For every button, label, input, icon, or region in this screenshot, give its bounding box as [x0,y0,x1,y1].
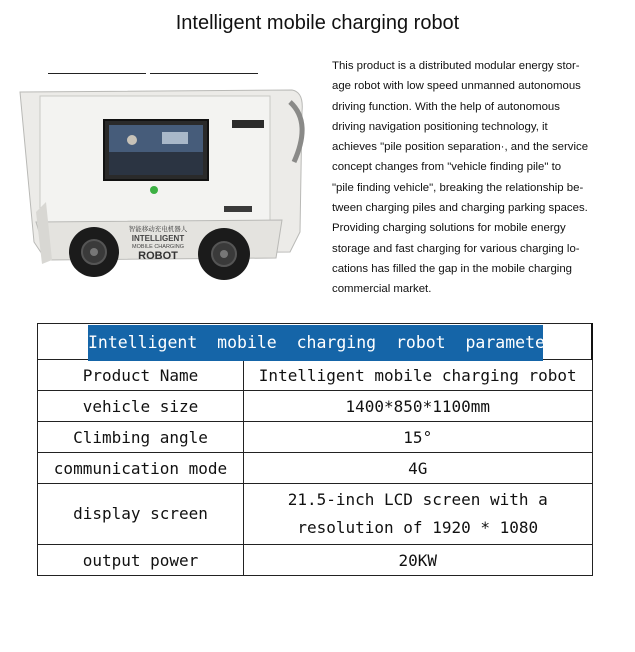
robot-nameplate [232,120,264,128]
param-label: Product Name [38,360,244,391]
robot-side-label-1: INTELLIGENT [131,234,185,243]
description-line: age robot with low speed unmanned autonomous [332,80,581,93]
description-line: Providing charging solutions for mobile energy [332,222,566,235]
description-line: storage and fast charging for various charging lo- [332,242,580,255]
robot-photo [12,82,312,282]
description-line: tween charging piles and charging parking spaces. [332,202,588,215]
param-value: 1400*850*1100mm [244,391,593,422]
table-row [38,453,593,484]
param-label: vehicle size [38,391,244,422]
table-row [38,545,593,576]
description-line: "pile finding vehicle", breaking the relationship be- [332,181,584,194]
table-row [38,422,593,453]
robot-side-label-2: MOBILE CHARGING [132,244,184,250]
table-header-cell [38,324,593,360]
parameters-table [37,323,593,576]
table-header-title: Intelligent mobile charging robot parameters [88,325,543,361]
param-label: communication mode [38,453,244,484]
page-title: Intelligent mobile charging robot [175,12,460,34]
param-label: output power [38,545,244,576]
robot-wheel-right [198,228,250,280]
param-value: 15° [244,422,593,453]
description-line: concept changes from "vehicle finding pile" to [332,161,562,174]
param-value [244,484,593,545]
param-value: 20KW [244,545,593,576]
param-label: display screen [38,484,244,545]
robot-wheel-left [69,227,119,277]
product-description [332,56,604,300]
description-line: commercial market. [332,283,432,296]
param-value: Intelligent mobile charging robot [244,360,593,391]
signature-line-left [48,73,146,74]
param-value-line: resolution of 1920 * 1080 [297,518,539,537]
robot-status-light [150,186,158,194]
description-line-text: This product is a distributed modular energy stor- [332,60,580,72]
robot-side-label-3: ROBOT [138,250,178,262]
description-line: cations has filled the gap in the mobile charging [332,262,572,275]
param-value: 4G [244,453,593,484]
table-row [38,360,593,391]
robot-side-label-cn: 智能移动充电机器人 [128,225,188,233]
table-row [38,391,593,422]
description-line [332,56,604,76]
description-line: driving navigation positioning technology, it [332,120,548,133]
param-value-line: 21.5-inch LCD screen with a [287,490,548,509]
table-row [38,484,593,545]
description-line: driving function. With the help of autonomous [332,100,560,113]
signature-line-right [150,73,258,74]
description-line: achieves "pile position separation·, and the service [332,141,589,154]
param-label: Climbing angle [38,422,244,453]
